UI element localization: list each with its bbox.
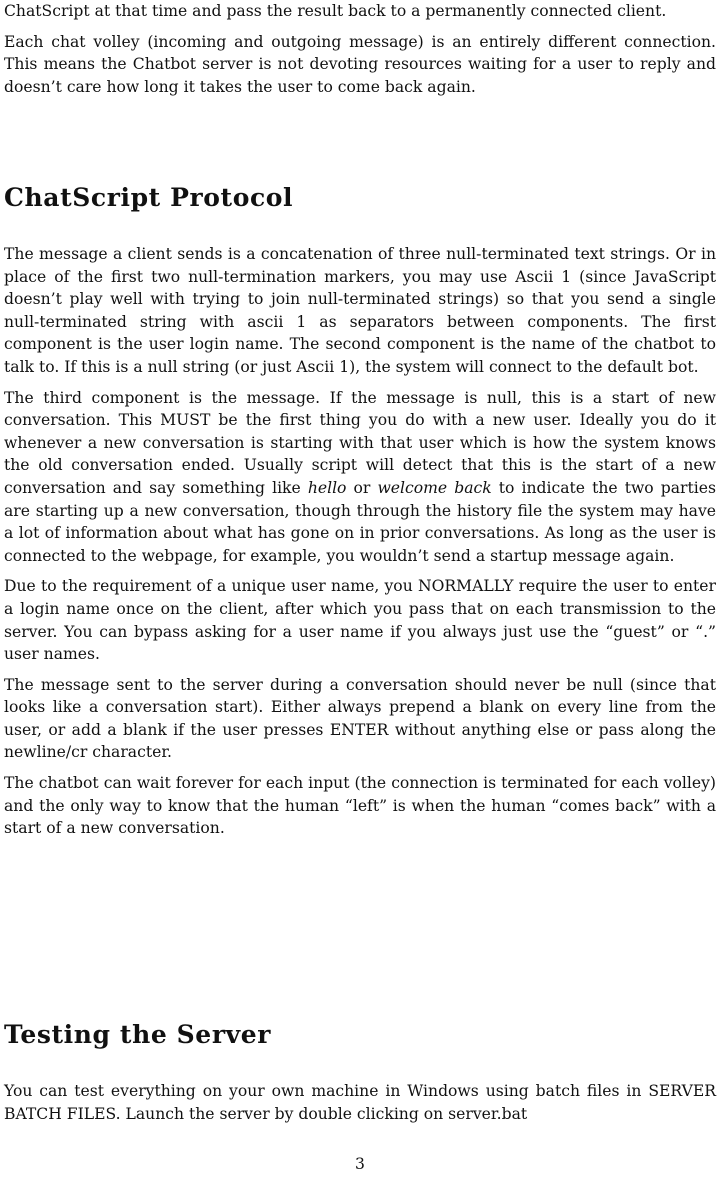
protocol-paragraph-2-text-b: to indicate the two parties are starting up a new conversation, though through the history file the system may have a lot of information about what has gone on in prior conversations. As long as the user is connected to the webpage, for example, you wouldn’t send a startup message again. bbox=[4, 478, 716, 565]
protocol-paragraph-5: The chatbot can wait forever for each input (the connection is terminated for each volley) and the only way to know that the human “left” is when the human “comes back” with a start of a new conversation. bbox=[4, 774, 716, 838]
section-heading-testing: Testing the Server bbox=[4, 1020, 271, 1049]
intro-paragraph-1: ChatScript at that time and pass the result back to a permanently connected client. bbox=[4, 2, 667, 20]
testing-paragraph-1: You can test everything on your own machine in Windows using batch files in SERVER BATCH FILES. Launch the server by double clicking on server.bat bbox=[4, 1082, 716, 1123]
protocol-paragraph-2-text-a: The third component is the message. If the message is null, this is a start of new conversation. This MUST be the first thing you do with a new user. Ideally you do it whenever a new conversation is starting with that user which is how the system knows the old conversation ended. Usually script will detect that this is the start of a new conversation and say something like bbox=[4, 388, 716, 497]
page-number: 3 bbox=[355, 1155, 365, 1173]
protocol-paragraph-3: Due to the requirement of a unique user name, you NORMALLY require the user to enter a login name once on the client, after which you pass that on each transmission to the server. You can bypass asking for a user name if you always just use the “guest” or “.” user names. bbox=[4, 577, 716, 664]
hello-emphasis: hello bbox=[307, 478, 347, 497]
section-heading-protocol: ChatScript Protocol bbox=[4, 183, 294, 212]
testing-section bbox=[4, 1080, 716, 1133]
protocol-section bbox=[4, 243, 716, 848]
protocol-paragraph-4: The message sent to the server during a conversation should never be null (since that looks like a conversation start). Either always prepend a blank on every line from the user, or add a blank if the user presses ENTER without anything else or pass along the newline/cr character. bbox=[4, 675, 716, 762]
protocol-paragraph-2-or: or bbox=[346, 478, 378, 497]
intro-paragraph-2: Each chat volley (incoming and outgoing message) is an entirely different connection. This means the Chatbot server is not devoting resources waiting for a user to reply and doesn’t care how long it takes the user to come back again. bbox=[4, 32, 716, 96]
protocol-paragraph-2 bbox=[4, 387, 716, 568]
protocol-paragraph-1: The message a client sends is a concatenation of three null-terminated text strings. Or in place of the first two null-termination markers, you may use Ascii 1 (since JavaScript doesn’t play well with trying to join null-terminated strings) so that you send a single null-terminated string with ascii 1 as separators between components. The first component is the user login name. The second component is the name of the chatbot to talk to. If this is a null string (or just Ascii 1), the system will connect to the default bot. bbox=[4, 245, 716, 376]
welcome-back-emphasis: welcome back bbox=[377, 478, 492, 497]
intro-section bbox=[4, 0, 716, 106]
